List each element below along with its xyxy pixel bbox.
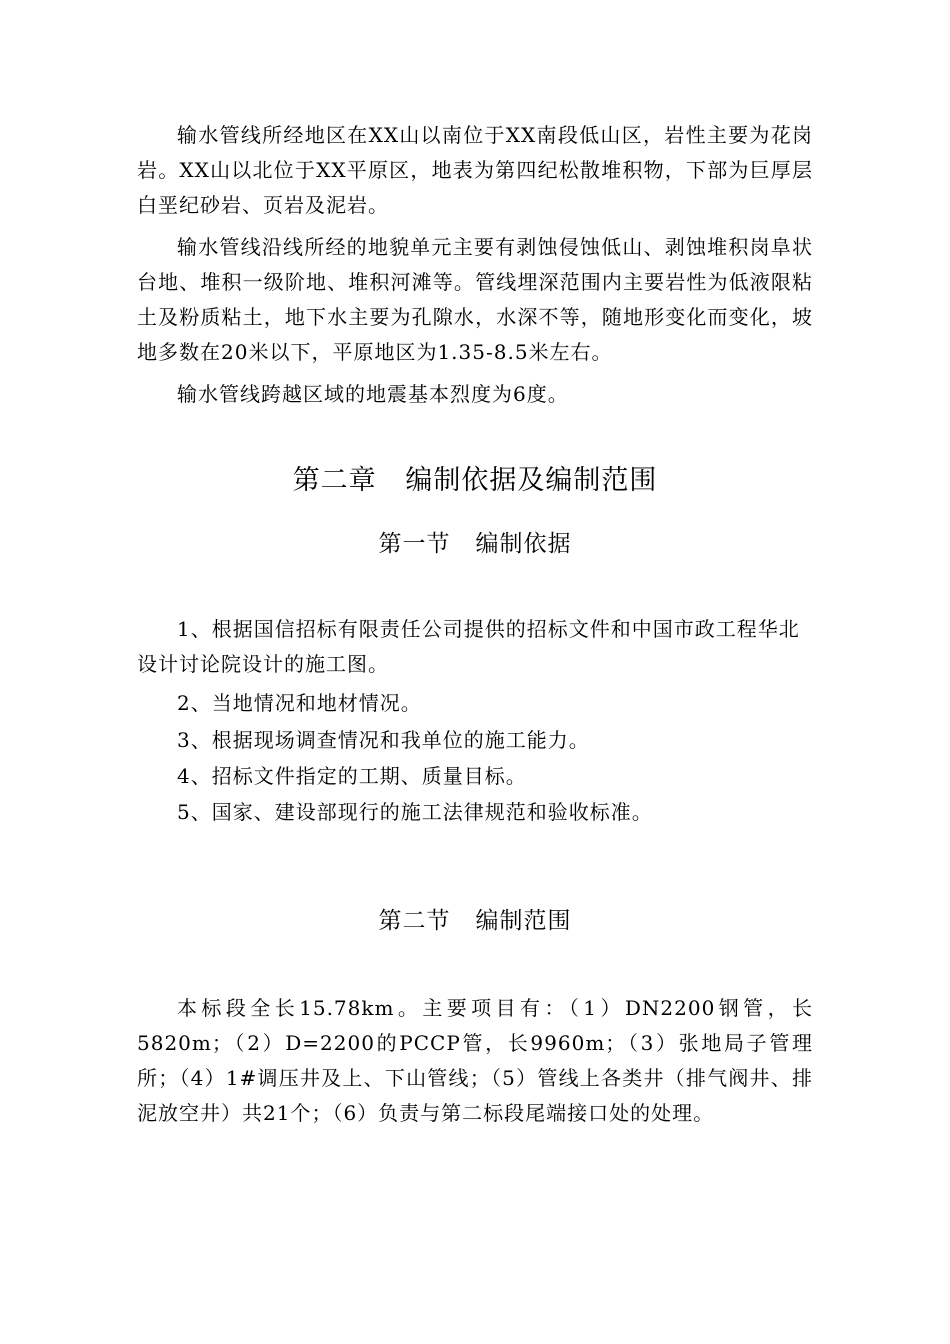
chapter-title: 编制依据及编制范围 <box>405 465 658 496</box>
basis-item: 1、根据国信招标有限责任公司提供的招标文件和中国市政工程华北设计讨论院设计的施工图。 <box>137 617 800 676</box>
section-scope-number: 第二节 <box>378 908 451 934</box>
intro-paragraph-landform: 输水管线沿线所经的地貌单元主要有剥蚀侵蚀低山、剥蚀堆积岗阜状台地、堆积一级阶地、堆积河滩等。管线埋深范围内主要岩性为低液限粘土及粉质粘土，地下水主要为孔隙水，水深不等，随地形变化而变化，坡地多数在20米以下，平原地区为1.35-8.5米左右。 <box>137 235 813 364</box>
chapter-heading <box>0 461 950 501</box>
basis-item: 3、根据现场调查情况和我单位的施工能力。 <box>177 728 590 752</box>
intro-paragraph-geology: 输水管线所经地区在XX山以南位于XX南段低山区，岩性主要为花岗岩。XX山以北位于XX平原区，地表为第四纪松散堆积物，下部为巨厚层白垩纪砂岩、页岩及泥岩。 <box>137 123 813 217</box>
basis-item: 5、国家、建设部现行的施工法律规范和验收标准。 <box>177 800 653 824</box>
section-heading-scope <box>0 903 950 939</box>
section-heading-basis <box>0 526 950 562</box>
chapter-number: 第二章 <box>292 465 377 496</box>
intro-paragraph-seismic: 输水管线跨越区域的地震基本烈度为6度。 <box>177 382 569 406</box>
basis-item: 2、当地情况和地材情况。 <box>177 691 422 715</box>
scope-paragraph: 本标段全长15.78km。主要项目有：（1）DN2200钢管，长5820m；（2）D=2200的PCCP管，长9960m；（3）张地局子管理所；（4）1#调压井及上、下山管线；（5）管线上各类井（排气阀井、排泥放空井）共21个；（6）负责与第二标段尾端接口处的处理。 <box>137 996 813 1125</box>
section-scope-title: 编制范围 <box>475 908 572 934</box>
section-basis-number: 第一节 <box>378 531 451 557</box>
section-basis-title: 编制依据 <box>475 531 572 557</box>
basis-item: 4、招标文件指定的工期、质量目标。 <box>177 764 527 788</box>
